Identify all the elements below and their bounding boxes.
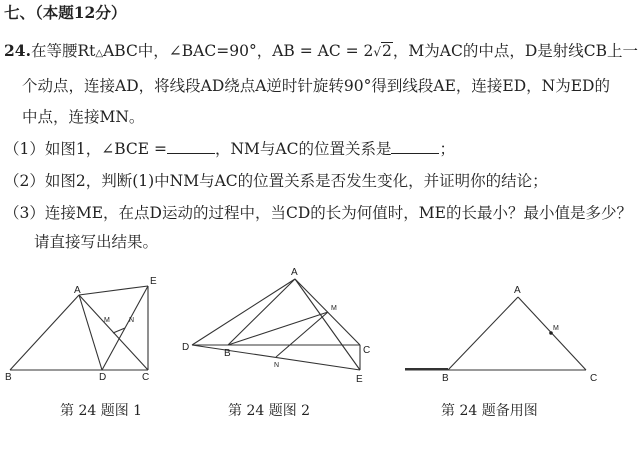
fig2-segment-bm: [228, 312, 328, 345]
question-1-text-b: ，NM与AC的位置关系是: [214, 140, 392, 158]
fig2-label-b: B: [224, 348, 231, 359]
fig3-label-m: M: [553, 325, 559, 332]
fig1-label-c: C: [142, 372, 150, 383]
fig2-label-c: C: [363, 345, 371, 356]
problem-line-1: 24.在等腰Rt△ABC中，∠BAC=90°，AB = AC = 2√2，M为AC的中点，D是射线CB上一: [4, 41, 639, 60]
figure-3: [405, 285, 597, 384]
fig3-label-a: A: [514, 285, 521, 296]
fig3-label-b: B: [442, 373, 449, 384]
question-3: （3）连接ME，在点D运动的过程中，当CD的长为何值时，ME的长最小？最小值是多少？: [4, 204, 632, 222]
fig2-segment-ad: [192, 279, 295, 345]
question-2: （2）如图2，判断(1)中NM与AC的位置关系是否发生变化，并证明你的结论；: [4, 172, 548, 190]
section-title: 七、（本题12分）: [4, 3, 127, 22]
fig3-segment-ab: [448, 297, 518, 370]
fig2-segment-ab: [228, 279, 295, 345]
fig3-label-c: C: [590, 373, 598, 384]
figure-1-caption: 第 24 题图 1: [60, 403, 143, 419]
fig1-segment-ae: [79, 286, 148, 295]
question-1-text-c: ；: [439, 140, 455, 158]
problem-text-1a: 在等腰Rt: [30, 42, 96, 60]
fig2-label-m: M: [331, 305, 337, 312]
fig1-label-a: A: [74, 285, 81, 296]
problem-line-3: 中点，连接MN。: [22, 108, 145, 126]
fig1-segment-ad: [79, 295, 102, 370]
fig2-label-d: D: [182, 342, 190, 353]
fig1-segment-ab: [10, 295, 79, 370]
fig2-segment-nm: [276, 312, 328, 357]
figure-2: [182, 267, 370, 385]
fig2-label-e: E: [356, 374, 363, 385]
problem-number: 24.: [4, 41, 31, 60]
fig2-label-a: A: [291, 267, 298, 278]
triangle-symbol: △: [95, 48, 104, 59]
fig2-segment-ae: [295, 279, 360, 370]
fig1-label-n: N: [129, 317, 135, 324]
question-1-text-a: （1）如图1，∠BCE =: [4, 140, 167, 158]
problem-text-1c: ，M为AC的中点，D是射线CB上一: [392, 42, 639, 60]
fig1-label-e: E: [150, 276, 157, 287]
sqrt-value: 2: [382, 42, 392, 60]
figure-1: [5, 276, 157, 383]
question-3-continued: 请直接写出结果。: [34, 233, 159, 251]
fig1-label-d: D: [99, 372, 107, 383]
problem-line-2: 个动点，连接AD，将线段AD绕点A逆时针旋转90°得到线段AE，连接ED，N为ED的: [22, 77, 610, 95]
figure-3-caption: 第 24 题备用图: [441, 403, 538, 419]
problem-text-1b: ABC中，∠BAC=90°，AB = AC = 2: [103, 42, 374, 60]
fig2-label-n: N: [274, 362, 280, 369]
fig1-label-m: M: [104, 317, 110, 324]
fig1-label-b: B: [5, 372, 12, 383]
figure-2-caption: 第 24 题图 2: [228, 403, 311, 419]
